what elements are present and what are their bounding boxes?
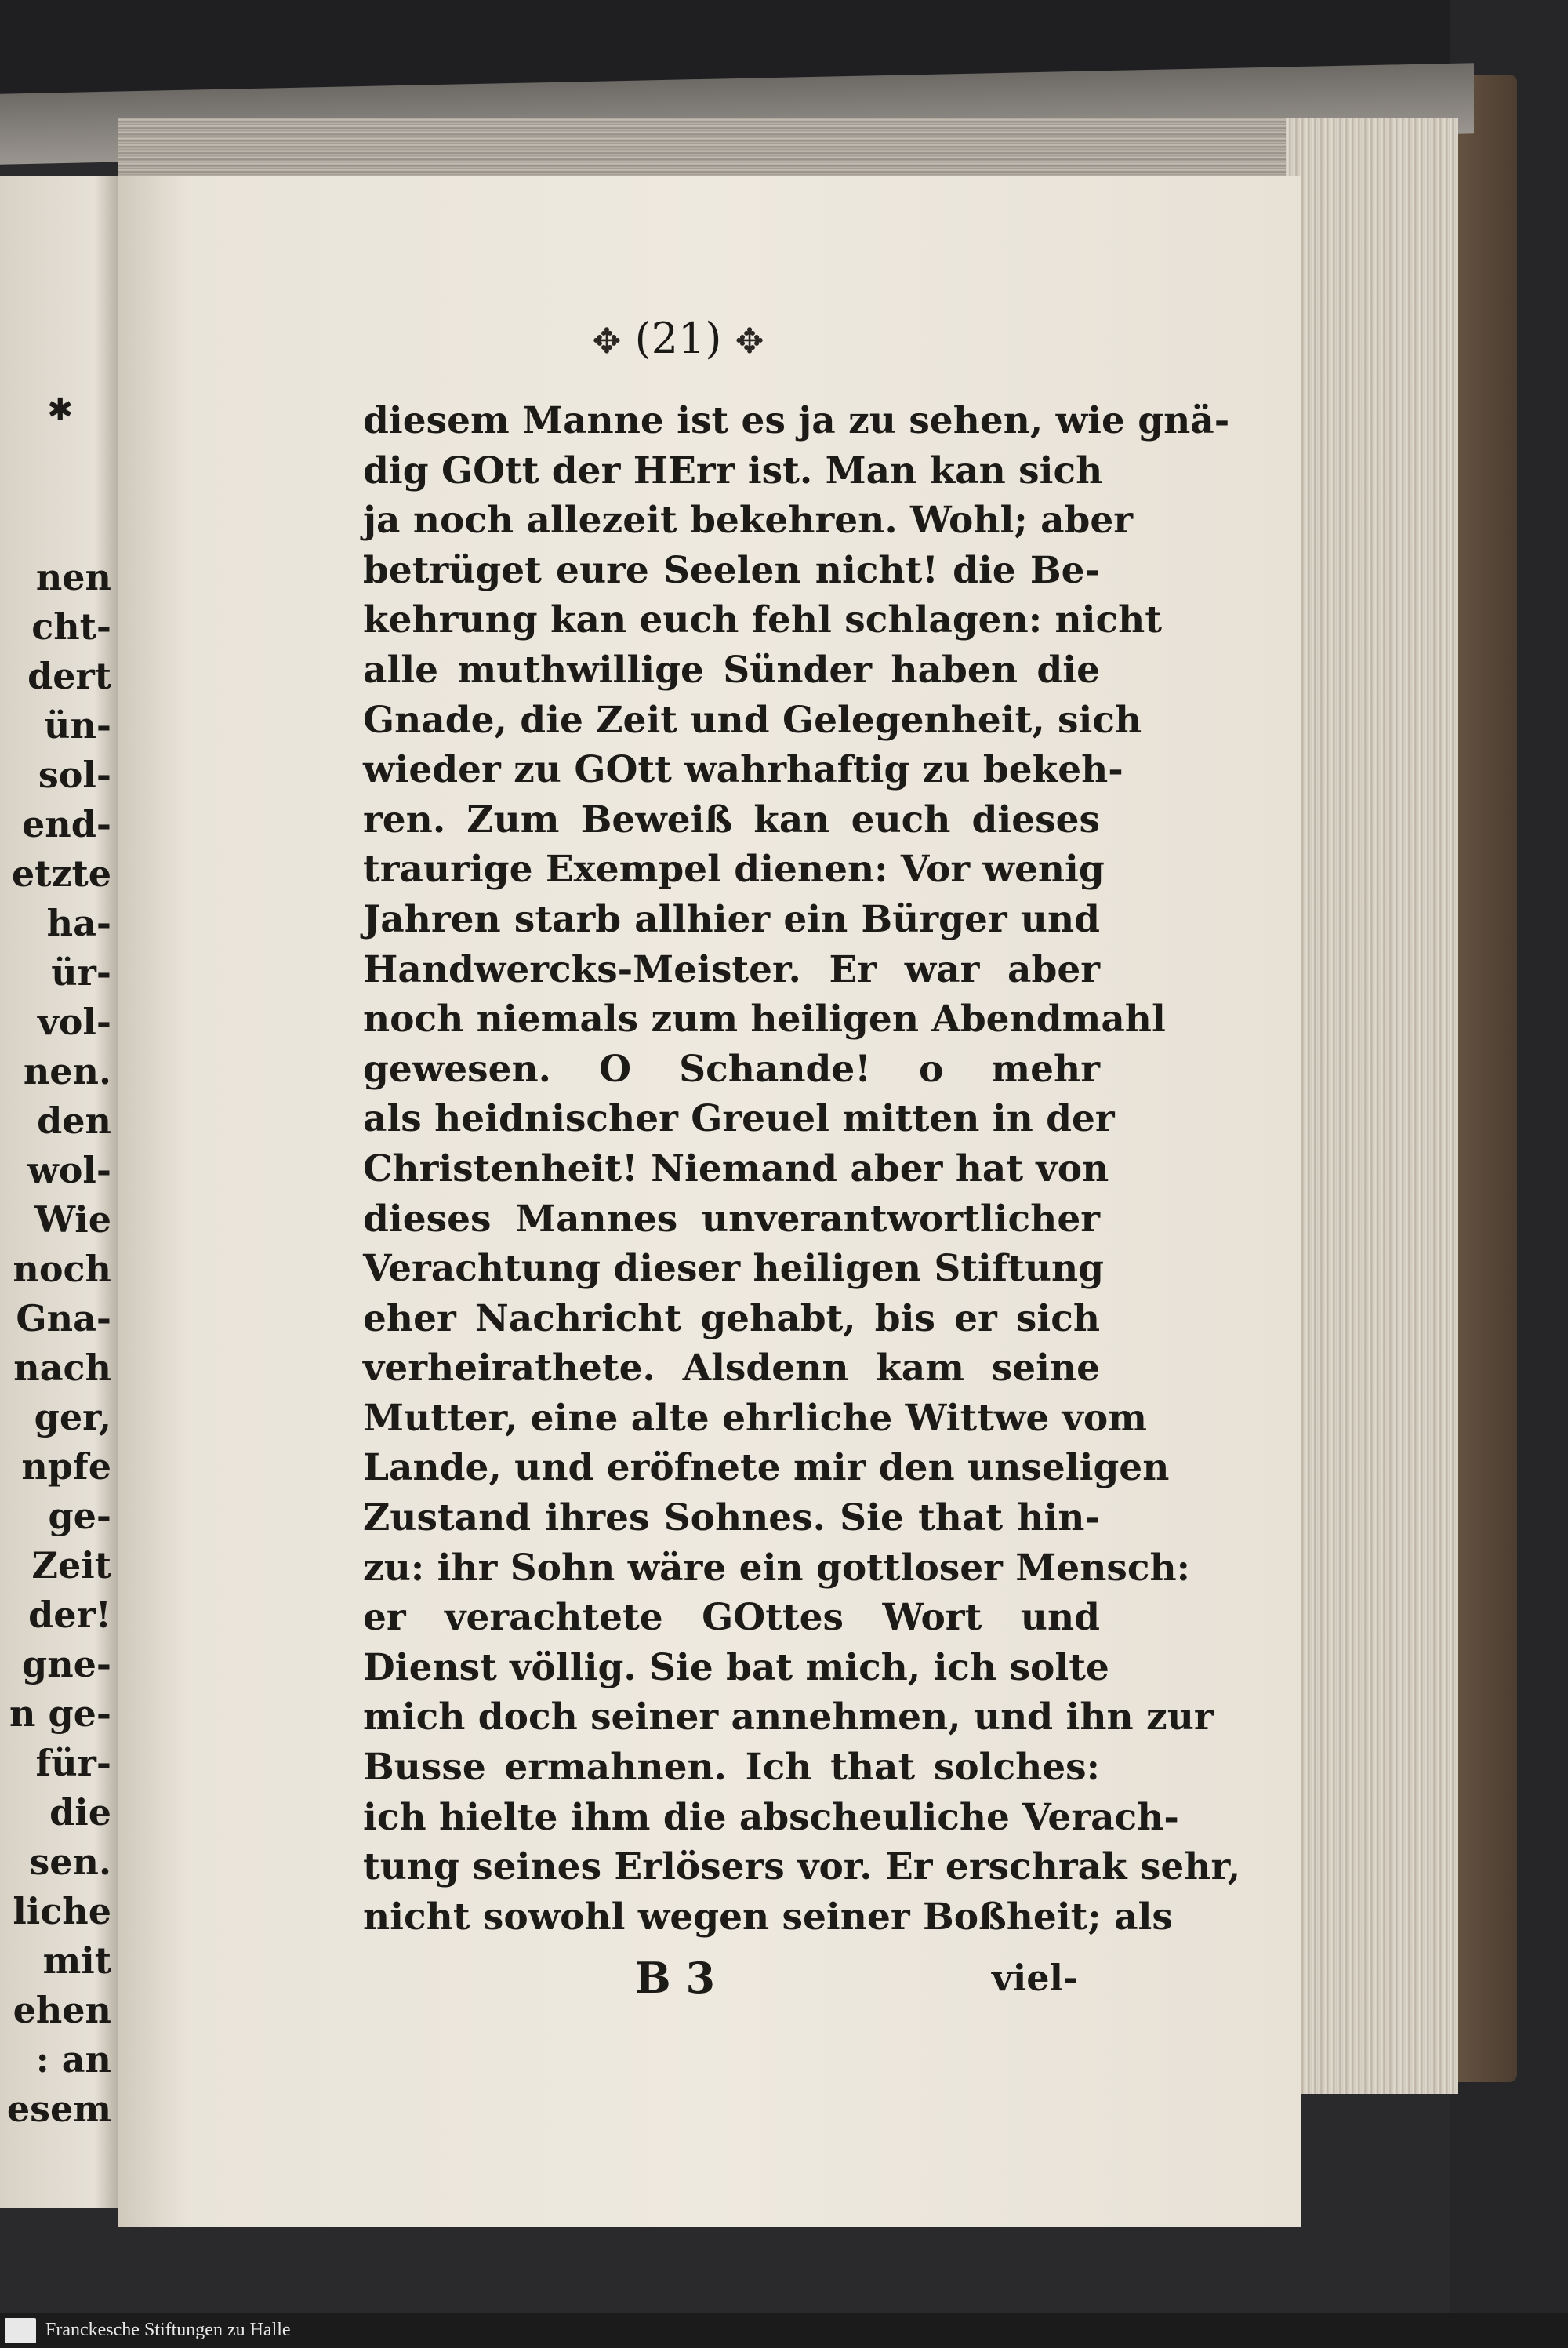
text-line: alle muthwillige Sünder haben die	[363, 648, 1100, 692]
text-line: ren. Zum Beweiß kan euch dieses	[363, 798, 1100, 841]
left-line-end: cht-	[31, 605, 111, 648]
text-line: verheirathete. Alsdenn kam seine	[363, 1347, 1100, 1390]
left-line-end: mit	[42, 1939, 111, 1982]
left-page	[0, 176, 118, 2208]
left-line-end: ür-	[51, 951, 111, 994]
text-line: wieder zu GOtt wahrhaftig zu bekeh-	[363, 748, 1123, 792]
text-line: dig GOtt der HErr ist. Man kan sich	[363, 449, 1103, 492]
left-line-end: ün-	[44, 704, 111, 747]
text-line: Mutter, eine alte ehrliche Wittwe vom	[363, 1396, 1148, 1440]
left-line-end: der!	[28, 1594, 111, 1636]
left-line-end: für-	[35, 1742, 111, 1784]
left-line-end: nach	[13, 1347, 111, 1389]
text-line: er verachtete GOttes Wort und	[363, 1596, 1100, 1640]
left-line-end: npfe	[21, 1445, 111, 1488]
text-line: betrüget eure Seelen nicht! die Be-	[363, 548, 1100, 592]
left-line-end: etzte	[11, 852, 111, 895]
page-number: (21)	[634, 314, 722, 363]
footer-bar	[0, 2313, 1568, 2348]
text-line: Handwercks-Meister. Er war aber	[363, 947, 1100, 991]
text-line: eher Nachricht gehabt, bis er sich	[363, 1296, 1100, 1340]
left-line-end: Gna-	[16, 1297, 111, 1339]
left-line-end: die	[49, 1791, 111, 1834]
text-line: diesem Manne ist es ja zu sehen, wie gnä-	[363, 399, 1230, 442]
page-body-text	[363, 396, 1241, 1942]
page-header	[521, 314, 835, 376]
text-line: nicht sowohl wegen seiner Boßheit; als	[363, 1895, 1173, 1939]
text-line: Gnade, die Zeit und Gelegenheit, sich	[363, 698, 1142, 742]
left-line-end: Zeit	[31, 1544, 111, 1587]
institution-logo-icon	[5, 2318, 36, 2343]
left-line-end: ha-	[46, 902, 111, 944]
text-line: Verachtung dieser heiligen Stiftung	[363, 1247, 1105, 1291]
fleuron-left-icon: ✥	[592, 322, 622, 362]
left-line-end: end-	[22, 803, 111, 845]
text-line: Lande, und eröfnete mir den unseligen	[363, 1446, 1170, 1490]
text-line: ja noch allezeit bekehren. Wohl; aber	[363, 499, 1134, 543]
text-line: ich hielte ihm die abscheuliche Verach-	[363, 1795, 1179, 1839]
printer-signature: B 3	[635, 1953, 716, 2003]
text-line: Jahren starb allhier ein Bürger und	[363, 897, 1100, 941]
left-line-end: ehen	[13, 1989, 111, 2031]
footer-credit: Franckesche Stiftungen zu Halle	[45, 2320, 291, 2340]
text-line: als heidnischer Greuel mitten in der	[363, 1097, 1115, 1141]
fleuron-right-icon: ✥	[735, 322, 764, 362]
left-line-end: wol-	[27, 1149, 111, 1191]
left-line-end: noch	[13, 1248, 111, 1290]
text-line: tung seines Erlösers vor. Er erschrak sehr,	[363, 1845, 1241, 1889]
left-line-end: den	[37, 1099, 111, 1142]
left-line-end: Wie	[34, 1198, 111, 1241]
left-page-line-ends	[0, 553, 116, 2134]
text-line: Christenheit! Niemand aber hat von	[363, 1147, 1109, 1190]
text-line: mich doch seiner annehmen, und ihn zur	[363, 1696, 1214, 1739]
text-line: zu: ihr Sohn wäre ein gottloser Mensch:	[363, 1546, 1190, 1590]
text-line: Zustand ihres Sohnes. Sie that hin-	[363, 1496, 1100, 1540]
text-line: dieses Mannes unverantwortlicher	[363, 1197, 1100, 1241]
left-line-end: liche	[13, 1890, 111, 1932]
page-edges-right	[1286, 118, 1458, 2094]
left-line-end: nen.	[23, 1050, 111, 1092]
left-line-end: nen	[35, 556, 111, 598]
text-line: Busse ermahnen. Ich that solches:	[363, 1746, 1100, 1790]
left-line-end: sen.	[29, 1841, 111, 1883]
left-page-mark: ✱	[47, 392, 74, 428]
left-line-end: : an	[35, 2038, 111, 2081]
left-line-end: ger,	[34, 1396, 111, 1438]
catchword: viel-	[992, 1957, 1079, 1999]
left-line-end: gne-	[22, 1643, 111, 1685]
left-line-end: ge-	[48, 1495, 111, 1537]
text-line: gewesen. O Schande! o mehr	[363, 1047, 1100, 1091]
text-line: kehrung kan euch fehl schlagen: nicht	[363, 598, 1162, 642]
left-line-end: sol-	[38, 754, 111, 796]
left-line-end: dert	[27, 655, 111, 697]
text-line: Dienst völlig. Sie bat mich, ich solte	[363, 1645, 1109, 1689]
left-line-end: vol-	[38, 1001, 111, 1043]
left-line-end: n ge-	[9, 1692, 111, 1735]
left-line-end: esem	[6, 2088, 111, 2130]
text-line: noch niemals zum heiligen Abendmahl	[363, 998, 1166, 1041]
text-line: traurige Exempel dienen: Vor wenig	[363, 848, 1105, 892]
